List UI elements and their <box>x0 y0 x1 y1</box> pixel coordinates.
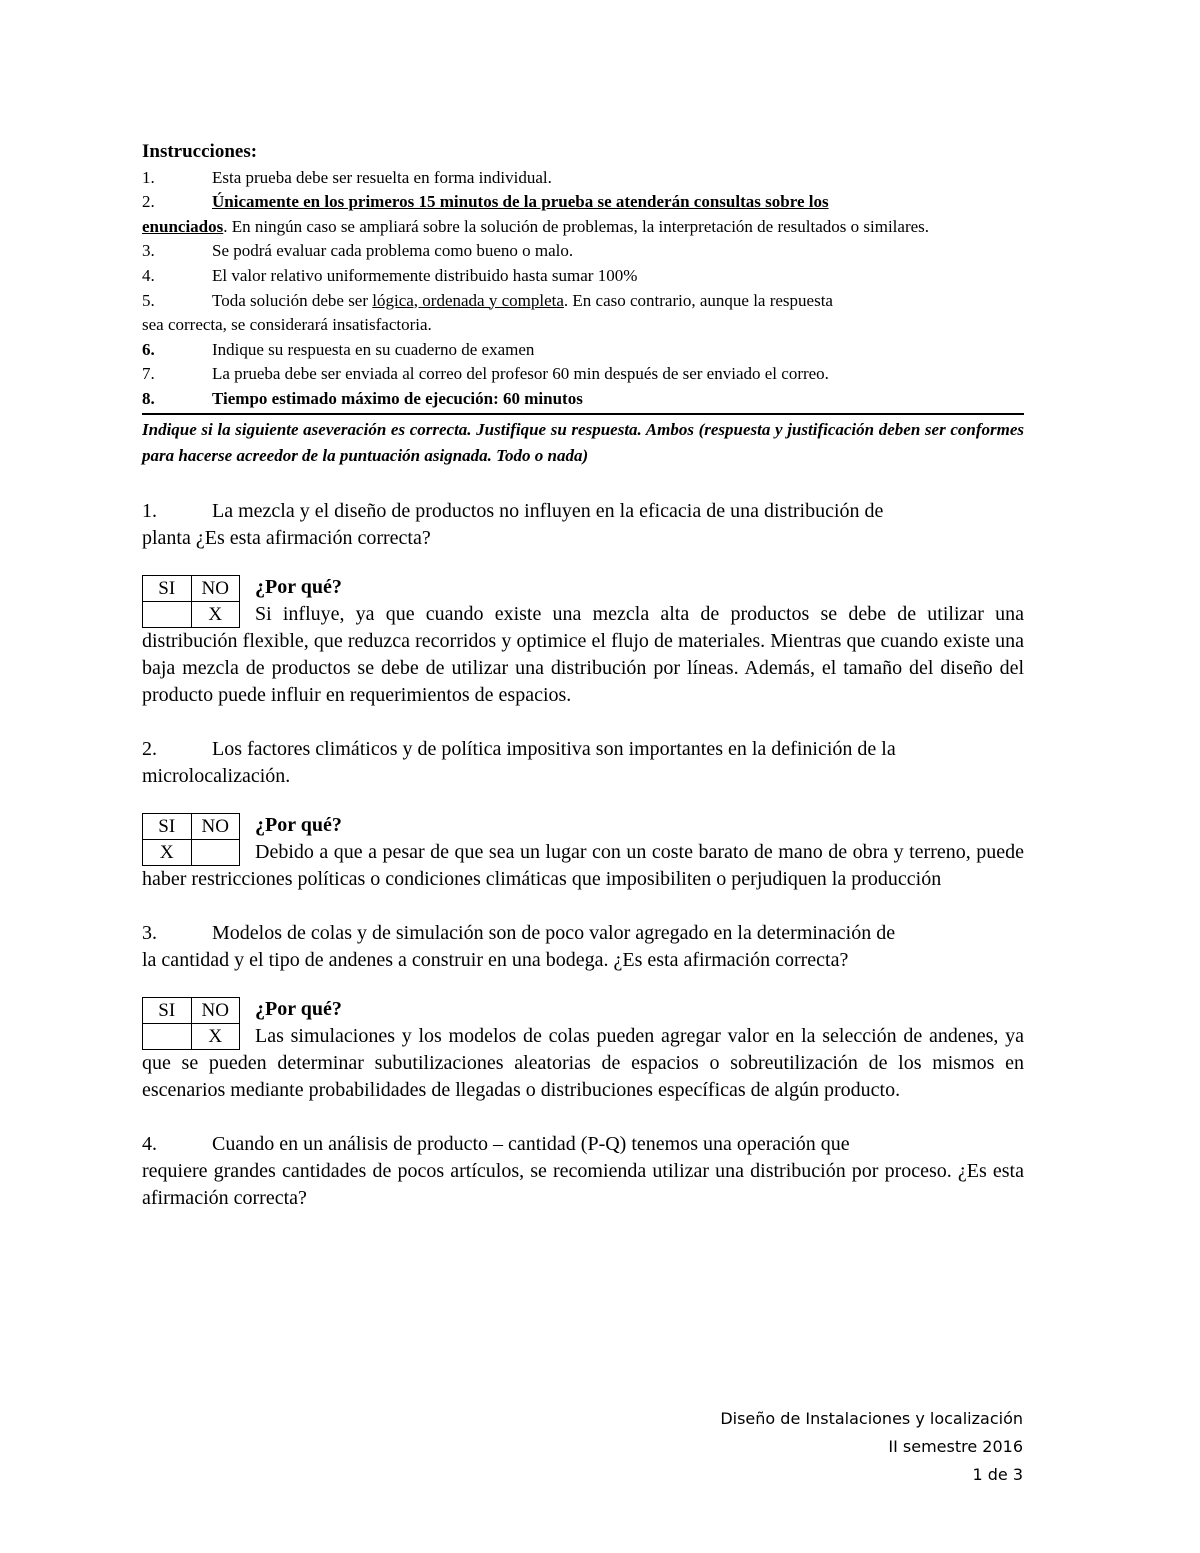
instruction-item <box>142 166 1024 191</box>
instruction-number: 4. <box>142 265 155 285</box>
question-number: 4. <box>142 1132 157 1155</box>
si-no-box <box>142 997 240 1050</box>
instruction-number: 8. <box>142 388 155 408</box>
answer-block <box>142 812 1024 893</box>
answer-block <box>142 996 1024 1104</box>
instruction-text: Toda solución debe ser <box>212 290 373 310</box>
question-number: 3. <box>142 921 157 944</box>
si-label: SI <box>143 575 192 601</box>
instruction-continuation: . En ningún caso se ampliará sobre la solución de problemas, la interpretación de resultados o similares. <box>223 216 930 236</box>
si-label: SI <box>143 997 192 1023</box>
si-no-box <box>142 813 240 866</box>
why-label: ¿Por qué? <box>255 997 342 1020</box>
no-label: NO <box>191 997 240 1023</box>
instruction-item <box>142 338 1024 363</box>
italic-note: Indique si la siguiente aseveración es correcta. Justifique su respuesta. Ambos (respuesta y justificación deben ser conformes para hacerse acreedor de la puntuación asignada. Todo o nada) <box>142 419 1024 465</box>
instruction-number: 7. <box>142 364 155 384</box>
instruction-item <box>142 387 1024 415</box>
question <box>142 498 1024 552</box>
question <box>142 1131 1024 1212</box>
si-mark <box>143 1023 192 1049</box>
instructions-section <box>142 140 1024 415</box>
instruction-text: Únicamente en los primeros 15 minutos de la prueba se atenderán consultas sobre los <box>212 192 829 212</box>
instruction-number: 6. <box>142 339 155 359</box>
si-mark <box>143 601 192 627</box>
instructions-title: Instrucciones: <box>142 141 258 162</box>
si-no-box <box>142 575 240 628</box>
instruction-item <box>142 190 1024 239</box>
question-continuation: microlocalización. <box>142 764 291 787</box>
instruction-text: La prueba debe ser enviada al correo del profesor 60 min después de ser enviado el correo. <box>212 364 829 384</box>
answer-text: Debido a que a pesar de que sea un lugar con un coste barato de mano de obra y terreno, puede haber restricciones políticas o condiciones climáticas que imposibiliten o perjudiquen la producción <box>142 840 1024 890</box>
no-mark: X <box>191 1023 240 1049</box>
question-number: 1. <box>142 499 157 522</box>
question-continuation: requiere grandes cantidades de pocos artículos, se recomienda utilizar una distribución por proceso. ¿Es esta afirmación correcta? <box>142 1159 1024 1209</box>
instruction-item <box>142 289 1024 338</box>
question <box>142 736 1024 790</box>
instruction-item <box>142 264 1024 289</box>
why-label: ¿Por qué? <box>255 575 342 598</box>
answer-text: Si influye, ya que cuando existe una mezcla alta de productos se debe de utilizar una distribución flexible, que reduzca recorridos y optimice el flujo de materiales. Mientras que cuando existe una baja mezcla de productos se debe de utilizar una distribución por líneas. Además, el tamaño del diseño del producto puede influir en requerimientos de espacios. <box>142 602 1024 706</box>
question-text: Modelos de colas y de simulación son de poco valor agregado en la determinación de <box>212 921 896 944</box>
instruction-text: Tiempo estimado máximo de ejecución: 60 minutos <box>212 388 583 408</box>
why-label: ¿Por qué? <box>255 813 342 836</box>
question-text: Cuando en un análisis de producto – cantidad (P-Q) tenemos una operación que <box>212 1132 850 1155</box>
no-label: NO <box>191 813 240 839</box>
instruction-text-end: . En caso contrario, aunque la respuesta <box>563 290 833 310</box>
instruction-item <box>142 239 1024 264</box>
footer-course: Diseño de Instalaciones y localización <box>720 1409 1023 1428</box>
footer-semester: II semestre 2016 <box>888 1437 1023 1456</box>
answer-text: Las simulaciones y los modelos de colas pueden agregar valor en la selección de andenes, ya que se pueden determinar subutilizaciones aleatorias de espacios o sobreutilización de los mismos en escenarios mediante probabilidades de llegadas o distribuciones específicas de algún producto. <box>142 1024 1024 1101</box>
question-continuation: la cantidad y el tipo de andenes a construir en una bodega. ¿Es esta afirmación correcta? <box>142 948 849 971</box>
instruction-text: Indique su respuesta en su cuaderno de examen <box>212 339 535 359</box>
instruction-number: 2. <box>142 192 155 212</box>
instruction-text: Esta prueba debe ser resuelta en forma individual. <box>212 167 552 187</box>
page-footer <box>720 1405 1023 1489</box>
question-text: La mezcla y el diseño de productos no influyen en la eficacia de una distribución de <box>212 499 884 522</box>
instruction-emphasis: lógica, ordenada y completa <box>372 290 564 310</box>
no-mark: X <box>191 601 240 627</box>
no-label: NO <box>191 575 240 601</box>
question <box>142 920 1024 974</box>
question-number: 2. <box>142 737 157 760</box>
si-mark: X <box>143 839 192 865</box>
no-mark <box>191 839 240 865</box>
question-text: Los factores climáticos y de política impositiva son importantes en la definición de la <box>212 737 896 760</box>
instruction-number: 5. <box>142 290 155 310</box>
answer-block <box>142 574 1024 709</box>
footer-page-number: 1 de 3 <box>972 1465 1023 1484</box>
instruction-item <box>142 362 1024 387</box>
question-continuation: planta ¿Es esta afirmación correcta? <box>142 526 431 549</box>
instruction-text: Se podrá evaluar cada problema como bueno o malo. <box>212 241 574 261</box>
instruction-text: El valor relativo uniformemente distribuido hasta sumar 100% <box>212 265 638 285</box>
si-label: SI <box>143 813 192 839</box>
page-content <box>142 140 1024 1212</box>
instruction-number: 1. <box>142 167 155 187</box>
instruction-emphasis: enunciados <box>142 216 224 236</box>
instruction-continuation: sea correcta, se considerará insatisfactoria. <box>142 315 432 335</box>
instruction-number: 3. <box>142 241 155 261</box>
